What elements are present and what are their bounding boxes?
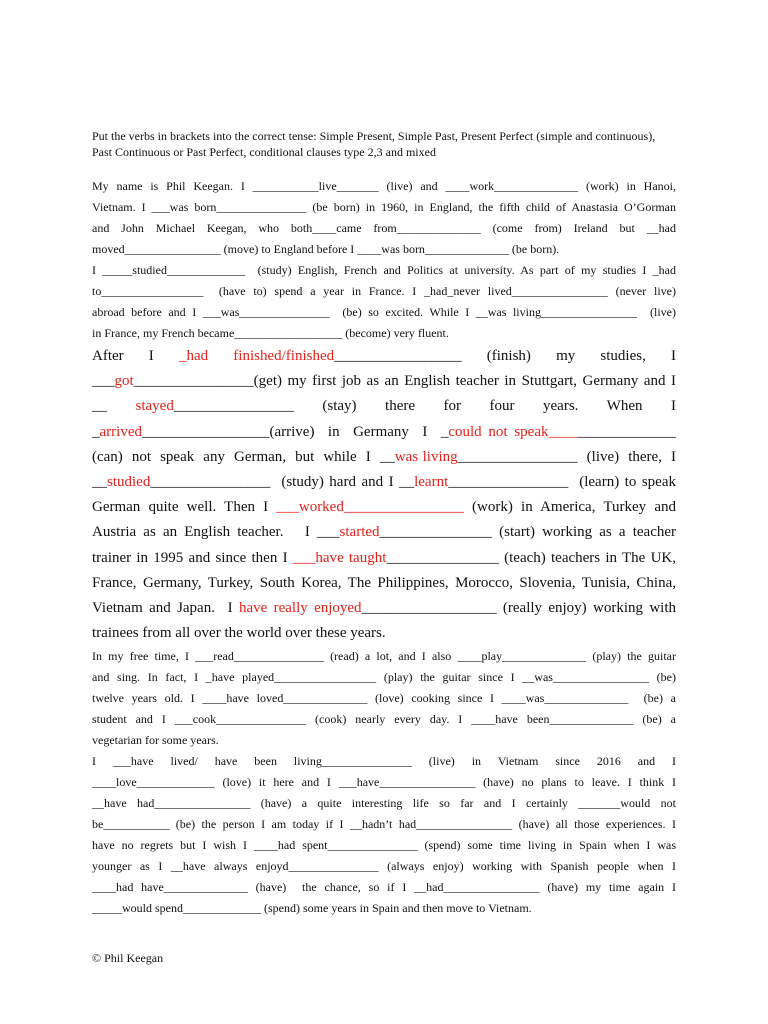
answer-text: got [114, 373, 134, 390]
answer-text: started [339, 524, 380, 541]
text-line: twelve years old. I ____have loved______________ (love) cooking since I ____was______________ (be) a [92, 691, 676, 705]
text-line: to_________________ (have to) spend a year in France. I _had_never lived________________ (never live) [92, 284, 676, 298]
text-line: moved________________ (move) to England before I ____was born______________ (be born). [92, 242, 560, 256]
text-segment: trainer in 1995 and since then I [92, 549, 293, 566]
text-line: My name is Phil Keegan. I ___________live_______ (live) and ____work______________ (work) in Hanoi, [92, 179, 676, 193]
text-line: and John Michael Keegan, who both____came from______________ (come from) Ireland but __had [92, 221, 676, 235]
text-line: __have had________________ (have) a quite interesting life so far and I certainly _______would not [92, 796, 676, 810]
text-segment: _____________ [578, 423, 676, 440]
text-segment: ________________ (learn) to speak [448, 474, 676, 490]
text-line [92, 445, 676, 470]
text-line: _____would spend_____________ (spend) some years in Spain and then move to Vietnam. [92, 901, 532, 915]
text-line [92, 596, 676, 621]
answer-text: studied [107, 474, 151, 490]
text-segment: German quite well. Then I [92, 499, 277, 516]
text-line: younger as I __have always enjoyd_______________ (always enjoy) working with Spanish people when I [92, 859, 676, 873]
answer-text: could not speak____ [448, 423, 579, 440]
answer-text: learnt [414, 474, 449, 490]
text-line [92, 369, 676, 394]
answer-text: ___worked________________ [276, 499, 464, 516]
text-line: I _____studied_____________ (study) English, French and Politics at university. As part of my studies I _had [92, 263, 676, 277]
text-line: vegetarian for some years. [92, 733, 219, 747]
text-line: student and I ___cook_______________ (cook) nearly every day. I ____have been______________ (be) a [92, 712, 676, 726]
text-line [92, 571, 676, 596]
text-line: abroad before and I ___was_______________ (be) so excited. While I __was living________________ (live) [92, 305, 676, 319]
text-line [92, 394, 676, 419]
text-segment: __ [92, 474, 107, 490]
answer-text: have really enjoyed [238, 600, 362, 616]
text-segment: ___ [92, 373, 115, 390]
copyright-notice: © Phil Keegan [92, 951, 164, 965]
text-line [92, 344, 676, 369]
text-segment: After I [92, 348, 179, 364]
text-line [92, 546, 676, 571]
text-segment: Vietnam and Japan. I [92, 600, 239, 616]
answer-text: arrived [99, 423, 142, 440]
text-segment: ________________(get) my first job as an English teacher in Stuttgart, Germany and I [133, 373, 676, 390]
text-line: in France, my French became__________________ (become) very fluent. [92, 326, 449, 340]
text-segment: ________________ (live) there, I [457, 448, 676, 465]
text-line [92, 621, 676, 646]
answer-text: stayed [135, 398, 174, 415]
text-segment: _ [92, 423, 100, 440]
text-line [92, 495, 676, 520]
text-segment: (can) not speak any German, but while I __ [92, 448, 395, 465]
text-line: and sing. In fact, I _have played_________________ (play) the guitar since I __was________________ (be) [92, 670, 676, 684]
text-line: Vietnam. I ___was born_______________ (be born) in 1960, in England, the fifth child of Anastasia O’Gorman [92, 200, 676, 214]
text-segment: Austria as an English teacher. I ___ [92, 524, 340, 541]
text-segment: trainees from all over the world over these years. [92, 625, 386, 642]
text-line [92, 470, 676, 495]
text-segment: __ [92, 398, 136, 415]
text-line [92, 420, 676, 445]
text-line: ____love_____________ (love) it here and I ___have________________ (have) no plans to leave. I think I [92, 775, 676, 789]
text-line: be___________ (be) the person I am today if I __hadn’t had________________ (have) all those experiences. I [92, 817, 676, 831]
answer-text: ___have taught [292, 549, 387, 566]
text-line: ____had have______________ (have) the chance, so if I __had________________ (have) my time again I [92, 880, 676, 894]
answer-text: was living [394, 448, 458, 465]
text-line: I ___have lived/ have been living_______________ (live) in Vietnam since 2016 and I [92, 754, 676, 768]
instructions: Put the verbs in brackets into the correct tense: Simple Present, Simple Past, Present Perfect (simple and continuous), Past Continuous or Past Perfect, conditional clauses type 2,3 and mixed [92, 129, 656, 159]
answer-text: _had finished/finished [178, 348, 335, 364]
text-segment: _________________ (finish) my studies, I [334, 348, 676, 364]
text-segment: France, Germany, Turkey, South Korea, The Philippines, Morocco, Slovenia, Tunisia, China, [92, 574, 676, 591]
text-segment: ________________ (study) hard and I __ [150, 474, 415, 490]
text-line: have no regrets but I wish I ____had spent_______________ (spend) some time living in Spain when I was [92, 838, 676, 852]
text-segment: _______________ (start) working as a teacher [379, 524, 676, 541]
text-segment: __________________ (really enjoy) working with [361, 600, 676, 616]
text-segment: (work) in America, Turkey and [463, 499, 676, 516]
text-line: In my free time, I ___read_______________ (read) a lot, and I also ____play______________ (play) the guitar [92, 649, 676, 663]
text-segment: _______________ (teach) teachers in The UK, [386, 549, 677, 566]
text-line [92, 520, 676, 545]
text-segment: _________________(arrive) in Germany I _ [141, 423, 449, 440]
text-segment: ________________ (stay) there for four years. When I [173, 398, 676, 415]
